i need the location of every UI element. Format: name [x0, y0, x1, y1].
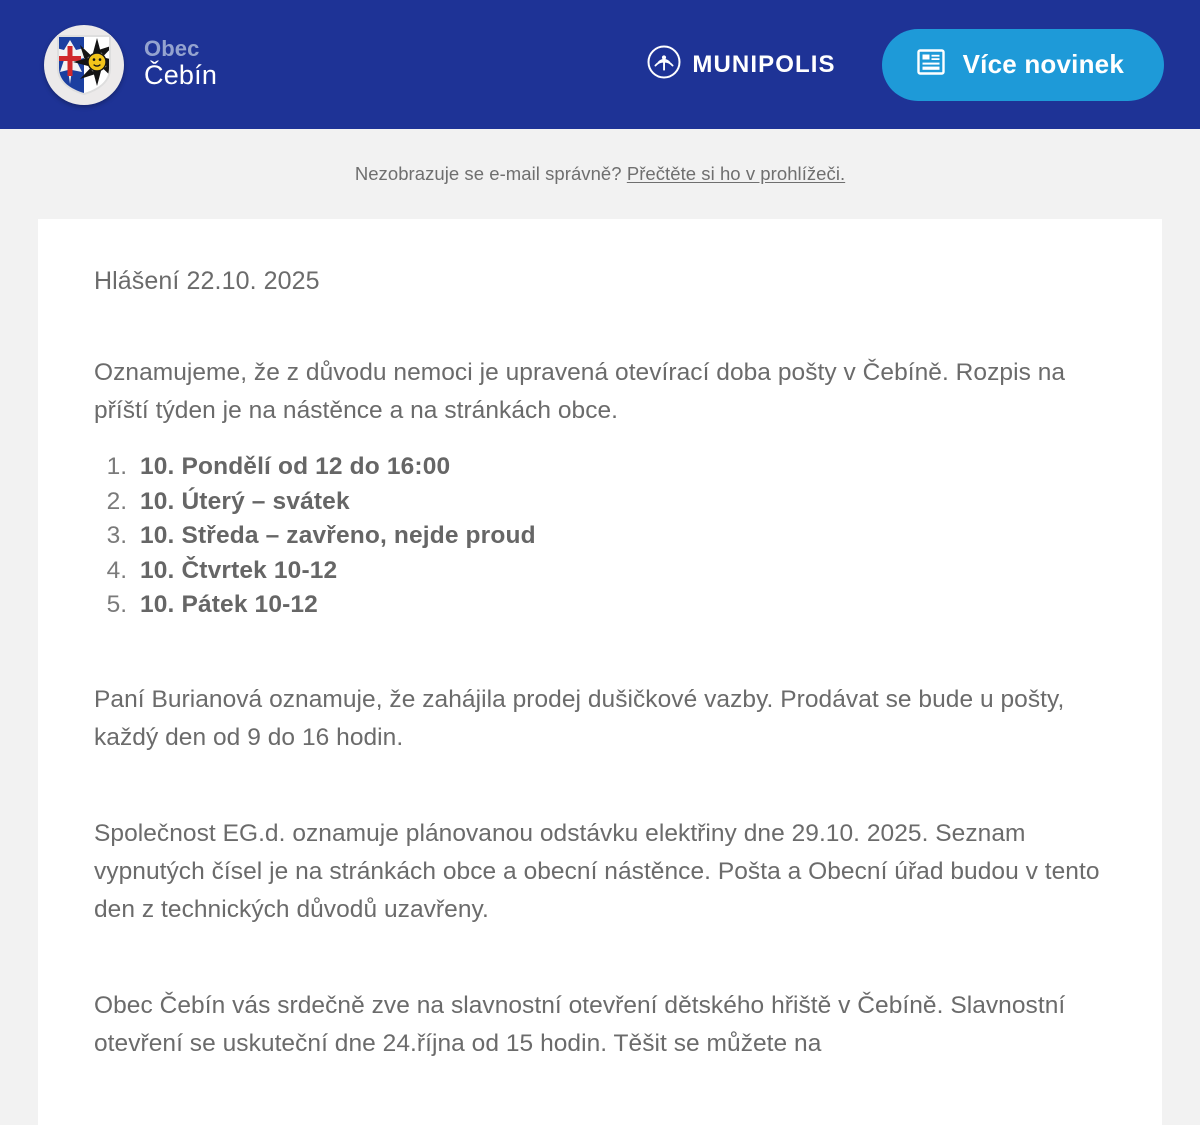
- paragraph-burianova: Paní Burianová oznamuje, že zahájila prodej dušičkové vazby. Prodávat se bude u pošty, každý den od 9 do 16 hodin.: [94, 685, 1065, 751]
- paragraph-playground-opening: Obec Čebín vás srdečně zve na slavnostní otevření dětského hřiště v Čebíně. Slavnostní otevření se uskuteční dne 24.října od 15 hodin. Těšit se můžete na: [94, 991, 1066, 1057]
- page-title: Hlášení 22.10. 2025: [94, 267, 320, 295]
- municipality-crest-icon: [44, 25, 124, 105]
- list-item-text: 10. Úterý – svátek: [140, 487, 350, 515]
- browser-view-question: Nezobrazuje se e-mail správně?: [354, 163, 622, 184]
- list-item-text: 10. Středa – zavřeno, nejde proud: [140, 522, 536, 549]
- list-item-text: 10. Čtvrtek 10-12: [140, 556, 338, 584]
- list-item: [134, 588, 1102, 623]
- more-news-label: Více novinek: [962, 49, 1124, 79]
- broadcast-signal-icon: [647, 45, 681, 84]
- view-in-browser-link[interactable]: Přečtěte si ho v prohlížeči.: [626, 163, 846, 184]
- munipolis-wordmark: MUNIPOLIS: [692, 50, 836, 78]
- spacer: [94, 929, 1102, 987]
- post-opening-hours-list: [94, 450, 1102, 623]
- paragraph-egd-outage: Společnost EG.d. oznamuje plánovanou odstávku elektřiny dne 29.10. 2025. Seznam vypnutých čísel je na stránkách obce a obecní nástěnce. Pošta a Obecní úřad budou v tento den z technických důvodů uzavřeny.: [94, 819, 1100, 923]
- newspaper-icon: [916, 47, 946, 82]
- spacer: [94, 757, 1102, 815]
- list-item: [134, 519, 1102, 554]
- list-item-text: 10. Pondělí od 12 do 16:00: [140, 453, 451, 480]
- munipolis-logo: [647, 45, 835, 84]
- municipality-brand: [44, 25, 217, 105]
- list-item: [134, 485, 1102, 520]
- browser-view-notice-text: [355, 163, 845, 185]
- header-right-group: [647, 29, 1164, 101]
- list-item: [134, 450, 1102, 485]
- spacer: [94, 430, 1102, 450]
- email-body-card: [38, 219, 1162, 1125]
- paragraph-post-hours: Oznamujeme, že z důvodu nemoci je upravená otevírací doba pošty v Čebíně. Rozpis na příští týden je na nástěnce a na stránkách obce.: [94, 359, 1066, 424]
- browser-view-notice: [0, 129, 1200, 219]
- announcement-content: [94, 354, 1102, 1063]
- list-item: [134, 554, 1102, 589]
- municipality-label: Obec: [144, 36, 200, 62]
- email-header: [0, 0, 1200, 129]
- spacer: [94, 623, 1102, 681]
- more-news-button[interactable]: [882, 29, 1164, 101]
- spacer: [94, 296, 1102, 354]
- municipality-name: Čebín: [144, 60, 218, 91]
- municipality-brand-text: [144, 37, 217, 91]
- list-item-text: 10. Pátek 10-12: [140, 591, 318, 618]
